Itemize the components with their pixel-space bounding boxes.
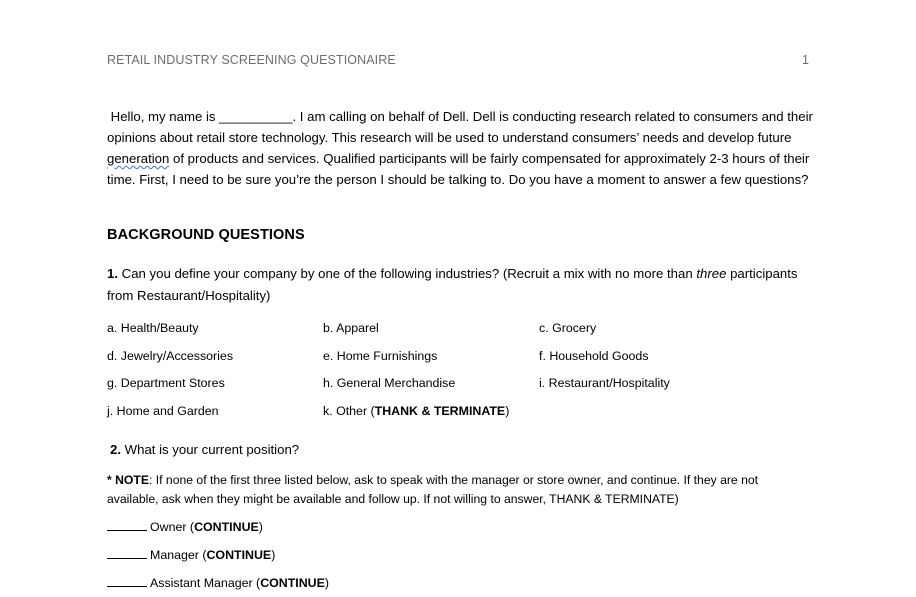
option-other-action: THANK & TERMINATE — [374, 404, 506, 418]
answer-assistant-manager-suffix: ) — [324, 576, 330, 590]
question-1-text-a: Can you define your company by one of the following industries? (Recruit a mix with no more than — [118, 266, 697, 281]
option-health-beauty: a. Health/Beauty — [107, 321, 199, 335]
answer-manager-action: CONTINUE — [206, 548, 272, 562]
question-1 — [107, 263, 807, 307]
option-household-goods: f. Household Goods — [539, 349, 649, 363]
option-home-and-garden: j. Home and Garden — [107, 404, 219, 418]
answer-manager-label: Manager ( — [150, 548, 207, 562]
question-2 — [110, 442, 299, 457]
answer-owner-label: Owner ( — [150, 520, 195, 534]
answer-assistant-manager-action: CONTINUE — [260, 576, 325, 590]
question-2-note — [107, 471, 807, 509]
option-department-stores: g. Department Stores — [107, 376, 225, 390]
answer-assistant-manager-label: Assistant Manager ( — [150, 576, 261, 590]
intro-text-part2: of products and services. Qualified participants will be fairly compensated for approximately 2-3 hours of their time. First, I need to be sure you’re the person I should be talking to. Do you have a moment to answer a few questions? — [107, 151, 810, 187]
answer-manager-suffix: ) — [271, 548, 276, 562]
question-2-text: What is your current position? — [121, 442, 300, 457]
question-1-italic: three — [696, 266, 727, 281]
note-label: * NOTE — [107, 473, 149, 487]
answer-owner — [107, 518, 263, 534]
answer-owner-action: CONTINUE — [194, 520, 259, 534]
question-2-number: 2. — [110, 442, 121, 457]
answer-owner-suffix: ) — [258, 520, 263, 534]
option-restaurant-hospitality: i. Restaurant/Hospitality — [539, 376, 670, 390]
page-number: 1 — [801, 53, 809, 67]
note-text: : If none of the first three listed below, ask to speak with the manager or store owner, and continue. If they are not available, ask when they might be available and follow up. If not willing to answer, THANK & TERMINATE) — [107, 473, 759, 506]
intro-paragraph — [107, 106, 813, 190]
spellcheck-flagged-word: generation — [107, 151, 170, 166]
answer-blank — [107, 574, 147, 587]
option-home-furnishings: e. Home Furnishings — [323, 349, 438, 363]
answer-blank — [107, 518, 147, 531]
intro-text-part1: Hello, my name is __________. I am calling on behalf of Dell. Dell is conducting research related to consumers and their opinions about retail store technology. This research will be used to understand consumers’ needs and develop future — [107, 109, 813, 145]
section-heading: BACKGROUND QUESTIONS — [107, 227, 305, 243]
header-title: RETAIL INDUSTRY SCREENING QUESTIONAIRE — [107, 53, 396, 67]
option-general-merchandise: h. General Merchandise — [323, 376, 456, 390]
answer-assistant-manager — [107, 574, 329, 590]
option-other — [323, 404, 509, 418]
option-other-suffix: ) — [505, 404, 510, 418]
option-jewelry-accessories: d. Jewelry/Accessories — [107, 349, 234, 363]
option-apparel: b. Apparel — [323, 321, 379, 335]
question-1-text-b: participants from Restaurant/Hospitality) — [107, 266, 798, 303]
answer-blank — [107, 546, 147, 559]
option-other-prefix: k. Other ( — [323, 404, 375, 418]
answer-manager — [107, 546, 275, 562]
option-grocery: c. Grocery — [539, 321, 597, 335]
question-1-number: 1. — [107, 266, 118, 281]
